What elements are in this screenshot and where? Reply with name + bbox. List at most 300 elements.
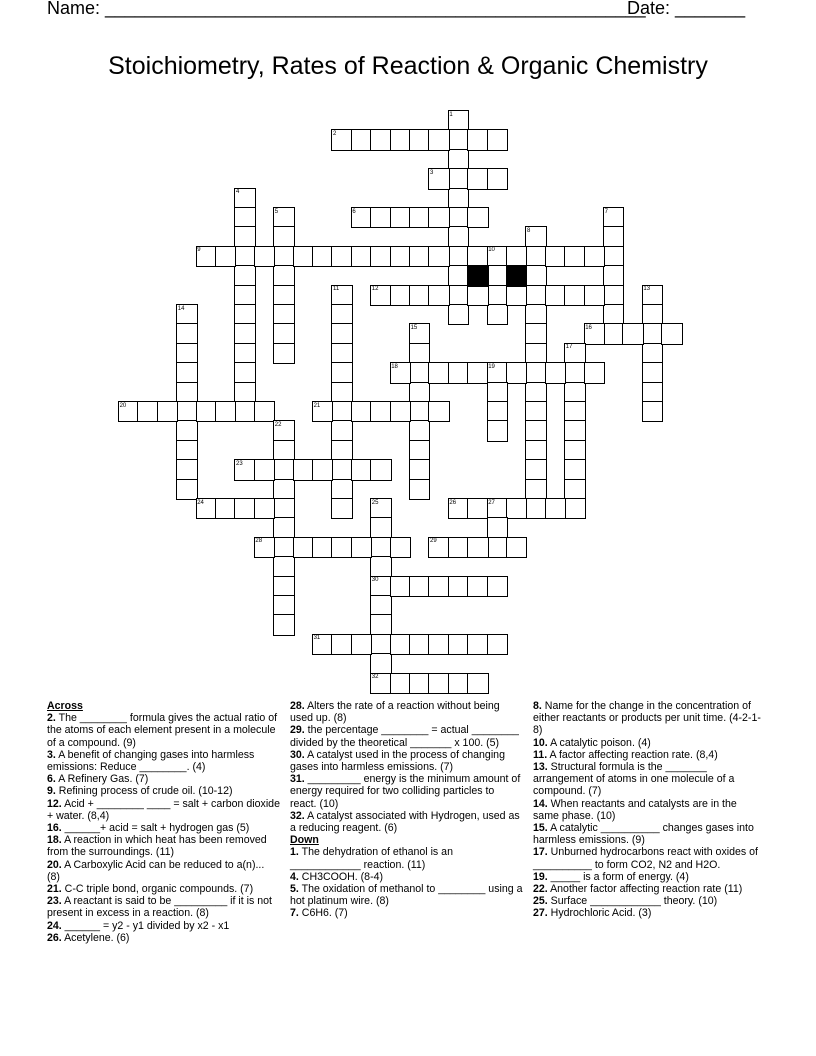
crossword-cell[interactable] (331, 362, 352, 383)
crossword-cell[interactable] (273, 304, 294, 325)
crossword-cell[interactable] (584, 246, 605, 267)
crossword-cell[interactable] (622, 323, 643, 344)
name-field[interactable]: Name: ______________________________________________________ (47, 0, 646, 18)
crossword-cell[interactable] (390, 673, 411, 694)
date-field[interactable]: Date: _______ (627, 0, 746, 18)
crossword-cell[interactable] (564, 401, 585, 422)
cell-number: 21 (313, 402, 321, 409)
crossword-cell[interactable] (370, 634, 391, 655)
clue (533, 907, 761, 919)
clue-number: 29. (290, 724, 305, 737)
crossword-cell[interactable] (409, 459, 430, 480)
crossword-cell[interactable] (215, 401, 236, 422)
clue-number: 28. (290, 700, 305, 712)
blocked-cell (467, 265, 488, 286)
crossword-cell[interactable] (390, 401, 411, 422)
crossword-cell[interactable] (467, 537, 488, 558)
cell-number: 7 (604, 208, 608, 215)
crossword-cell[interactable] (448, 188, 469, 209)
crossword-cell[interactable] (370, 614, 391, 635)
crossword-cell[interactable] (390, 576, 411, 597)
crossword-cell[interactable] (273, 226, 294, 247)
crossword-cell[interactable] (234, 323, 255, 344)
crossword-cell[interactable] (176, 382, 197, 403)
crossword-cell[interactable] (312, 537, 333, 558)
crossword-cell[interactable] (409, 285, 430, 306)
crossword-cell[interactable] (273, 614, 294, 635)
crossword-cell[interactable] (409, 420, 430, 441)
crossword-cell[interactable] (273, 498, 294, 519)
clue-number: 27. (533, 907, 548, 920)
clue-text: Alters the rate of a reaction without being used up. (8) (290, 700, 500, 725)
crossword-cell[interactable] (273, 595, 294, 616)
crossword-cell[interactable] (545, 246, 566, 267)
clues-column-3 (533, 700, 761, 920)
cell-number: 29 (430, 538, 437, 545)
clue-number: 25. (533, 895, 548, 908)
clue-number: 3. (47, 748, 56, 761)
cell-number: 13 (643, 286, 651, 293)
clue-number: 32. (290, 809, 305, 822)
crossword-cell[interactable] (525, 362, 546, 383)
crossword-cell[interactable] (351, 401, 372, 422)
clue-number: 23. (47, 895, 62, 908)
crossword-cell[interactable] (312, 459, 333, 480)
crossword-cell[interactable] (137, 401, 158, 422)
crossword-cell[interactable] (215, 246, 236, 267)
clue-number: 7. (290, 907, 299, 920)
crossword-cell[interactable] (467, 673, 488, 694)
clue (533, 871, 761, 883)
crossword-cell[interactable] (370, 207, 391, 228)
crossword-cell[interactable] (409, 479, 430, 500)
crossword-cell[interactable] (448, 304, 469, 325)
clues-column-1 (47, 700, 280, 944)
crossword-cell[interactable] (390, 634, 411, 655)
clue-text: The oxidation of methanol to ________ using a hot platinum wire. (8) (290, 883, 523, 908)
clue (290, 810, 523, 834)
crossword-cell[interactable] (351, 129, 372, 150)
crossword-cell[interactable] (467, 285, 488, 306)
crossword-cell[interactable] (642, 343, 663, 364)
clue (533, 700, 761, 737)
crossword-cell[interactable] (467, 246, 488, 267)
clue-number: 30. (290, 748, 305, 761)
blocked-cell (506, 265, 527, 286)
crossword-cell[interactable] (293, 246, 314, 267)
clue-number: 18. (47, 834, 62, 847)
crossword-cell[interactable] (331, 459, 352, 480)
clue-text: Name for the change in the concentration of either reactants or products per unit time. (4-2-1-8) (533, 700, 761, 737)
clue-number: 17. (533, 846, 548, 859)
crossword-cell[interactable] (157, 401, 178, 422)
clue-number: 4. (290, 870, 299, 883)
crossword-cell[interactable] (409, 129, 430, 150)
crossword-cell[interactable] (525, 440, 546, 461)
crossword-cell[interactable] (564, 285, 585, 306)
clue (290, 907, 523, 919)
crossword-cell[interactable] (525, 401, 546, 422)
crossword-cell[interactable] (390, 285, 411, 306)
crossword-cell[interactable] (428, 576, 449, 597)
clue-number: 1. (290, 846, 299, 859)
crossword-cell[interactable] (293, 537, 314, 558)
cell-number: 30 (371, 577, 379, 584)
crossword-cell[interactable] (661, 323, 682, 344)
crossword-cell[interactable] (390, 207, 411, 228)
crossword-cell[interactable] (176, 420, 197, 441)
crossword-cell[interactable] (331, 382, 352, 403)
page-title: Stoichiometry, Rates of Reaction & Organic Chemistry (108, 52, 708, 80)
crossword-cell[interactable] (642, 323, 663, 344)
crossword-cell[interactable] (603, 246, 624, 267)
crossword-cell[interactable] (390, 537, 411, 558)
clue (290, 883, 523, 907)
crossword-cell[interactable] (506, 498, 527, 519)
crossword-cell[interactable] (351, 246, 372, 267)
crossword-cell[interactable] (331, 479, 352, 500)
clue-number: 19. (533, 870, 548, 883)
crossword-cell[interactable] (293, 459, 314, 480)
clue (290, 700, 523, 724)
cell-number: 9 (197, 247, 201, 254)
cell-number: 15 (410, 325, 418, 331)
crossword-cell[interactable] (525, 382, 546, 403)
crossword-cell[interactable] (351, 634, 372, 655)
crossword-cell[interactable] (234, 207, 255, 228)
crossword-cell[interactable] (409, 343, 430, 364)
crossword-cell[interactable] (176, 440, 197, 461)
crossword-cell[interactable] (525, 479, 546, 500)
crossword-cell[interactable] (487, 129, 508, 150)
crossword-cell[interactable] (273, 246, 294, 267)
crossword-cell[interactable] (506, 362, 527, 383)
clue-text: A reaction in which heat has been removed from the surroundings. (11) (47, 834, 267, 859)
clue-text: A benefit of changing gases into harmless emissions: Reduce ________. (4) (47, 748, 255, 774)
crossword-cell[interactable] (273, 323, 294, 344)
crossword-cell[interactable] (428, 129, 449, 150)
clue-text: Acid + ________ ____ = salt + carbon dioxide + water. (8,4) (47, 797, 280, 822)
crossword-cell[interactable] (273, 285, 294, 306)
crossword-cell[interactable] (331, 420, 352, 441)
crossword-cell[interactable] (409, 673, 430, 694)
crossword-cell[interactable] (254, 246, 275, 267)
clue (47, 798, 280, 822)
clue-number: 13. (533, 761, 548, 774)
cell-number: 10 (488, 247, 495, 254)
crossword-cell[interactable] (409, 576, 430, 597)
crossword-cell[interactable] (176, 459, 197, 480)
crossword-cell[interactable] (234, 304, 255, 325)
crossword-cell[interactable] (234, 246, 255, 267)
crossword-cell[interactable] (448, 168, 469, 189)
cell-number: 23 (236, 460, 243, 467)
clue-text: A Carboxylic Acid can be reduced to a(n)... (8) (47, 858, 265, 883)
crossword-cell[interactable] (409, 362, 430, 383)
clue-number: 31. (290, 773, 305, 786)
crossword-cell[interactable] (428, 634, 449, 655)
crossword-cell[interactable] (487, 537, 508, 558)
cell-number: 2 (333, 131, 337, 137)
crossword-cell[interactable] (448, 207, 469, 228)
crossword-cell[interactable] (176, 401, 197, 422)
crossword-cell[interactable] (603, 323, 624, 344)
crossword-cell[interactable] (545, 498, 566, 519)
clue-number: 2. (47, 712, 56, 725)
crossword-cell[interactable] (351, 459, 372, 480)
clue-number: 12. (47, 797, 62, 810)
crossword-cell[interactable] (390, 246, 411, 267)
crossword-cell[interactable] (234, 285, 255, 306)
crossword-cell[interactable] (409, 634, 430, 655)
crossword-cell[interactable] (370, 595, 391, 616)
crossword-cell[interactable] (370, 246, 391, 267)
crossword-cell[interactable] (467, 362, 488, 383)
crossword-cell[interactable] (331, 537, 352, 558)
clue-text: When reactants and catalysts are in the same phase. (10) (533, 797, 737, 822)
clue-text: Hydrochloric Acid. (3) (547, 907, 652, 920)
crossword-cell[interactable] (234, 226, 255, 247)
crossword-cell[interactable] (370, 129, 391, 150)
crossword-cell[interactable] (273, 537, 294, 558)
clue (533, 749, 761, 761)
clue (533, 798, 761, 822)
clue (533, 822, 761, 846)
crossword-cell[interactable] (234, 265, 255, 286)
clue (533, 895, 761, 907)
clue (47, 822, 280, 834)
crossword-cell[interactable] (448, 362, 469, 383)
crossword-cell[interactable] (331, 634, 352, 655)
crossword-cell[interactable] (176, 479, 197, 500)
crossword-cell[interactable] (487, 382, 508, 403)
crossword-cell[interactable] (642, 382, 663, 403)
cell-number: 25 (371, 499, 379, 506)
crossword-cell[interactable] (234, 498, 255, 519)
crossword-cell[interactable] (370, 517, 391, 538)
clue-text: _____ is a form of energy. (4) (547, 870, 689, 883)
crossword-cell[interactable] (331, 498, 352, 519)
crossword-cell[interactable] (370, 401, 391, 422)
crossword-cell[interactable] (409, 401, 430, 422)
crossword-cell[interactable] (273, 556, 294, 577)
crossword-cell[interactable] (176, 323, 197, 344)
crossword-cell[interactable] (487, 634, 508, 655)
cell-number: 19 (488, 363, 495, 370)
crossword-cell[interactable] (525, 420, 546, 441)
crossword-cell[interactable] (370, 556, 391, 577)
crossword-cell[interactable] (525, 323, 546, 344)
clue-text: Acetylene. (6) (61, 931, 130, 944)
crossword-cell[interactable] (448, 226, 469, 247)
crossword-cell[interactable] (603, 265, 624, 286)
cell-number: 5 (274, 208, 279, 215)
crossword-cell[interactable] (525, 246, 546, 267)
crossword-cell[interactable] (525, 265, 546, 286)
crossword-cell[interactable] (331, 323, 352, 344)
clues-column-2 (290, 700, 523, 920)
crossword-cell[interactable] (545, 362, 566, 383)
crossword-cell[interactable] (448, 285, 469, 306)
crossword-cell[interactable] (525, 459, 546, 480)
crossword-cell[interactable] (409, 246, 430, 267)
crossword-cell[interactable] (273, 517, 294, 538)
crossword-cell[interactable] (487, 168, 508, 189)
clue-text: ______ = y2 - y1 divided by x2 - x1 (61, 919, 230, 932)
crossword-cell[interactable] (603, 285, 624, 306)
crossword-cell[interactable] (448, 673, 469, 694)
crossword-cell[interactable] (448, 246, 469, 267)
crossword-cell[interactable] (545, 285, 566, 306)
crossword-cell[interactable] (273, 479, 294, 500)
clue-number: 16. (47, 822, 62, 835)
cell-number: 32 (371, 674, 379, 681)
clue (533, 761, 761, 798)
crossword-cell[interactable] (312, 246, 333, 267)
crossword-cell[interactable] (467, 129, 488, 150)
clue-text: The ________ formula gives the actual ratio of the atoms of each element present in a molecule of a compound. (9) (47, 712, 278, 749)
crossword-cell[interactable] (603, 304, 624, 325)
crossword-cell[interactable] (331, 304, 352, 325)
clue (290, 871, 523, 883)
crossword-cell[interactable] (176, 343, 197, 364)
crossword-cell[interactable] (254, 401, 275, 422)
crossword-cell[interactable] (525, 285, 546, 306)
crossword-cell[interactable] (331, 343, 352, 364)
crossword-cell[interactable] (196, 401, 217, 422)
crossword-cell[interactable] (525, 343, 546, 364)
clue-number: 9. (47, 785, 56, 798)
crossword-cell[interactable] (584, 362, 605, 383)
clue-number: 11. (533, 748, 548, 761)
crossword-cell[interactable] (487, 401, 508, 422)
crossword-cell[interactable] (370, 653, 391, 674)
crossword-cell[interactable] (254, 459, 275, 480)
crossword-cell[interactable] (448, 129, 469, 150)
clue-text: Surface ____________ theory. (10) (547, 895, 718, 908)
crossword-cell[interactable] (331, 401, 352, 422)
crossword-cell[interactable] (564, 420, 585, 441)
crossword-cell[interactable] (234, 382, 255, 403)
clue-text: Another factor affecting reaction rate (11) (547, 883, 743, 896)
crossword-cell[interactable] (234, 343, 255, 364)
crossword-cell[interactable] (564, 246, 585, 267)
crossword-cell[interactable] (428, 207, 449, 228)
crossword-cell[interactable] (525, 304, 546, 325)
cell-number: 24 (197, 499, 204, 506)
crossword-cell[interactable] (215, 498, 236, 519)
clue-text: A reactant is said to be _________ if it is not present in excess in a reaction. (8) (47, 895, 272, 920)
crossword-cell[interactable] (448, 265, 469, 286)
crossword-cell[interactable] (487, 420, 508, 441)
crossword-cell[interactable] (390, 129, 411, 150)
crossword-cell[interactable] (448, 576, 469, 597)
clue-text: the percentage ________ = actual ________ divided by the theoretical _______ x 100. (5) (290, 724, 519, 749)
crossword-cell[interactable] (448, 634, 469, 655)
crossword-cell[interactable] (273, 265, 294, 286)
crossword-cell[interactable] (351, 537, 372, 558)
crossword-cell[interactable] (487, 304, 508, 325)
crossword-cell[interactable] (525, 498, 546, 519)
clue-text: A Refinery Gas. (7) (55, 773, 149, 786)
clue-number: 26. (47, 931, 62, 944)
crossword-cell[interactable] (448, 537, 469, 558)
crossword-cell[interactable] (603, 226, 624, 247)
crossword-cell[interactable] (467, 168, 488, 189)
crossword-cell[interactable] (370, 537, 391, 558)
clue-text: CH3COOH. (8-4) (298, 870, 384, 883)
crossword-cell[interactable] (564, 479, 585, 500)
cell-number: 4 (236, 189, 240, 196)
crossword-cell[interactable] (467, 498, 488, 519)
clue-number: 22. (533, 883, 548, 896)
crossword-cell[interactable] (176, 362, 197, 383)
clue (290, 724, 523, 748)
clue-number: 5. (290, 883, 299, 896)
crossword-cell[interactable] (273, 576, 294, 597)
crossword-cell[interactable] (428, 246, 449, 267)
crossword-cell[interactable] (506, 285, 527, 306)
crossword-cell[interactable] (409, 382, 430, 403)
clue-number: 15. (533, 822, 548, 835)
clue (533, 883, 761, 895)
crossword-cell[interactable] (642, 304, 663, 325)
crossword-cell[interactable] (234, 362, 255, 383)
cell-number: 26 (449, 499, 457, 506)
crossword-cell[interactable] (428, 673, 449, 694)
clue-text: Refining process of crude oil. (10-12) (55, 785, 233, 798)
crossword-cell[interactable] (273, 459, 294, 480)
crossword-cell[interactable] (428, 362, 449, 383)
clue (47, 785, 280, 797)
crossword-cell[interactable] (448, 149, 469, 170)
crossword-cell[interactable] (409, 207, 430, 228)
clue-text: A catalytic poison. (4) (547, 736, 651, 749)
crossword-cell[interactable] (642, 401, 663, 422)
crossword-cell[interactable] (487, 576, 508, 597)
crossword-cell[interactable] (273, 440, 294, 461)
crossword-cell[interactable] (234, 401, 255, 422)
crossword-cell[interactable] (487, 265, 508, 286)
crossword-cell[interactable] (331, 440, 352, 461)
crossword-cell[interactable] (467, 634, 488, 655)
crossword-cell[interactable] (370, 459, 391, 480)
crossword-cell[interactable] (487, 517, 508, 538)
crossword-cell[interactable] (331, 246, 352, 267)
crossword-cell[interactable] (506, 246, 527, 267)
crossword-cell[interactable] (564, 459, 585, 480)
crossword-cell[interactable] (254, 498, 275, 519)
crossword-cell[interactable] (564, 382, 585, 403)
crossword-cell[interactable] (564, 362, 585, 383)
clue-number: 8. (533, 700, 542, 712)
clue-text: Structural formula is the _______ arrangement of atoms in one molecule of a compound. (7) (533, 761, 735, 798)
crossword-cell[interactable] (467, 576, 488, 597)
clue-number: 14. (533, 797, 548, 810)
crossword-cell[interactable] (428, 401, 449, 422)
crossword-cell[interactable] (564, 498, 585, 519)
crossword-cell[interactable] (642, 362, 663, 383)
cell-number: 27 (488, 499, 495, 506)
crossword-cell[interactable] (506, 537, 527, 558)
crossword-cell[interactable] (428, 285, 449, 306)
crossword-cell[interactable] (584, 285, 605, 306)
crossword-cell[interactable] (467, 207, 488, 228)
crossword-cell[interactable] (273, 343, 294, 364)
crossword-cell[interactable] (409, 440, 430, 461)
crossword-cell[interactable] (487, 285, 508, 306)
crossword-cell[interactable] (564, 440, 585, 461)
